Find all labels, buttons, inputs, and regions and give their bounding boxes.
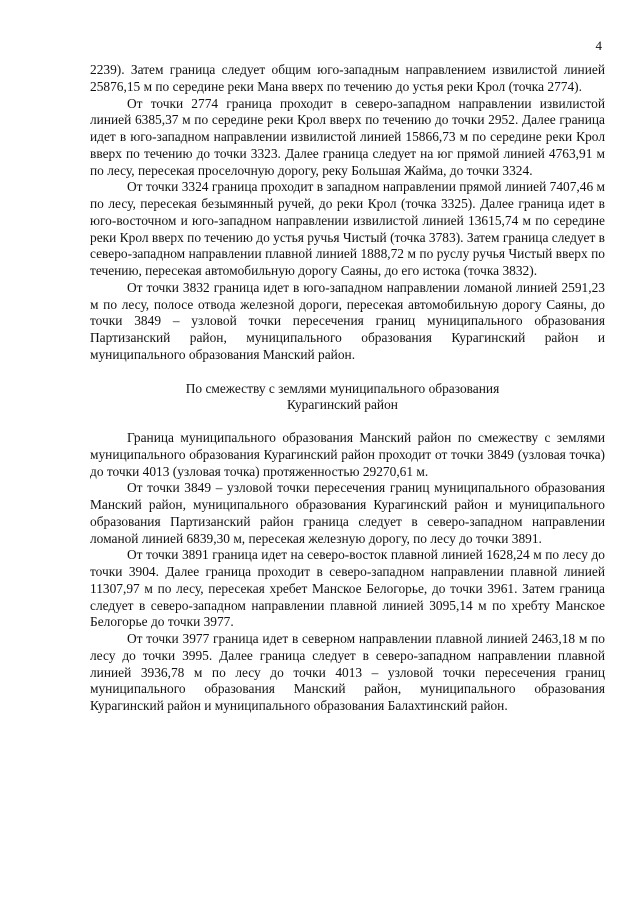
paragraph: 2239). Затем граница следует общим юго-западным направлением извилистой линией 25876,15 м по середине реки Мана вверх по течению до устья реки Крол (точка 2774). [90,62,605,94]
document-body [90,62,605,715]
page-number: 4 [595,38,602,53]
paragraph: Граница муниципального образования Манский район по смежеству с землями муниципального образования Курагинский район проходит от точки 3849 (узловая точка) до точки 4013 (узловая точка) протяженностью 29270,61 м. [90,430,605,479]
paragraph: От точки 3977 граница идет в северном направлении плавной линией 2463,18 м по лесу до точки 3995. Далее граница следует в северо-западном направлении плавной линией 3936,78 м по лесу до точки 4013 – узловой точки пересечения границ муниципального образования Манский район, муниципального образования Курагинский район и муниципального образования Балахтинский район. [90,631,605,713]
paragraph: От точки 3832 граница идет в юго-западном направлении ломаной линией 2591,23 м по лесу, полосе отвода железной дороги, пересекая автомобильную дорогу Саяны, до точки 3849 – узловой точки пересечения границ муниципального образования Партизанский район, муниципального образования Курагинский район и муниципального образования Манский район. [90,279,605,362]
paragraph: От точки 3849 – узловой точки пересечения границ муниципального образования Манский район, муниципального образования Курагинский район и муниципального образования Партизанский район граница следует в северо-западном направлении ломаной линией 6839,30 м, пересекая железную дорогу, по лесу до точки 3891. [90,480,605,546]
section-heading-line-2: Курагинский район [287,397,398,413]
section-heading [90,381,605,415]
paragraph: От точки 3324 граница проходит в западном направлении прямой линией 7407,46 м по лесу, пересекая безымянный ручей, до реки Крол (точка 3325). Далее граница идет в юго-восточном и юго-западном направлении извилистой линией 13615,74 м по середине реки Крол вверх по течению до устья ручья Чистый (точка 3783). Затем граница следует в северо-западном направлении плавной линией 1888,72 м по руслу ручья Чистый вверх по течению, пересекая автомобильную дорогу Саяны, до его истока (точка 3832). [90,179,605,278]
paragraph: От точки 2774 граница проходит в северо-западном направлении извилистой линией 6385,37 м по середине реки Крол вверх по течению до точки 2952. Далее граница идет в юго-западном направлении извилистой линией 15866,73 м по середине реки Крол вверх по течению до точки 3323. Далее граница следует на юг прямой линией 4763,91 м по лесу, пересекая проселочную дорогу, реку Большая Жайма, до точки 3324. [90,95,605,178]
section-heading-line-1: По смежеству с землями муниципального образования [185,380,500,396]
paragraph: От точки 3891 граница идет на северо-восток плавной линией 1628,24 м по лесу до точки 3904. Далее граница проходит в северо-западном направлении плавной линией 11307,97 м по лесу, пересекая хребет Манское Белогорье, до точки 3961. Затем граница следует в северо-западном направлении плавной линией 3095,14 м по хребту Манское Белогорье до точки 3977. [90,547,605,630]
